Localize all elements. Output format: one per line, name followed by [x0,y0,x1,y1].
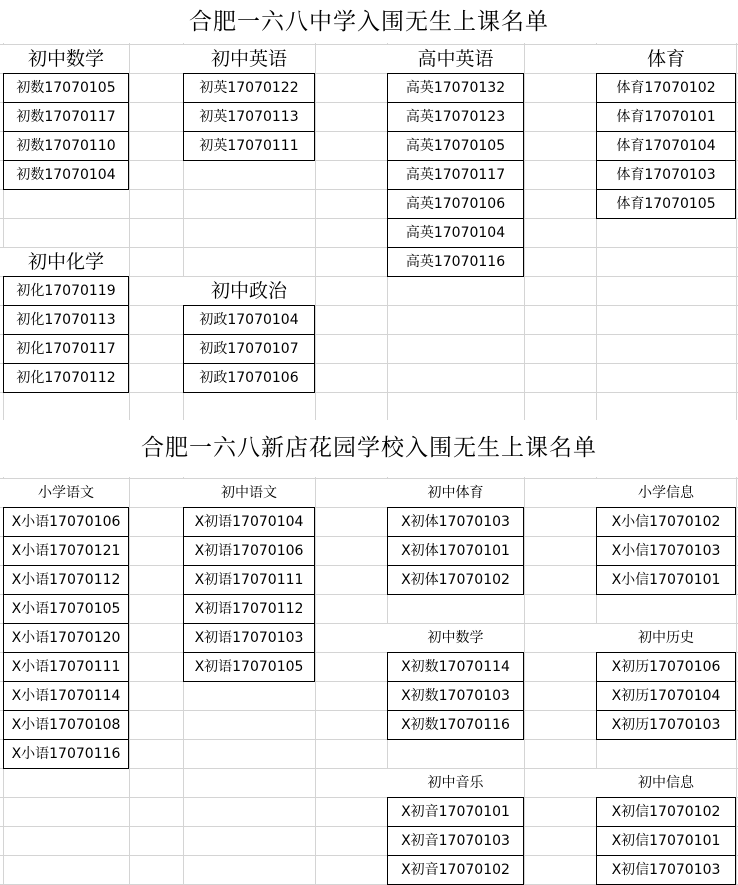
candidate-cell[interactable]: 体育17070105 [596,189,736,219]
candidate-cell[interactable]: X小语17070111 [3,652,129,682]
category-header: 高中英语 [387,45,524,74]
candidate-cell[interactable]: X初语17070105 [183,652,315,682]
category-header: 初中信息 [596,769,736,798]
candidate-cell[interactable]: X初数17070103 [387,681,524,711]
candidate-cell[interactable]: X小语17070108 [3,710,129,740]
candidate-cell[interactable]: X小信17070103 [596,536,736,566]
candidate-cell[interactable]: 体育17070102 [596,73,736,103]
candidate-cell[interactable]: X初语17070112 [183,594,315,624]
candidate-cell[interactable]: 高英17070116 [387,247,524,277]
candidate-cell[interactable]: 初数17070110 [3,131,129,161]
category-header: 小学语文 [3,479,129,508]
category-header: 初中英语 [183,45,315,74]
candidate-cell[interactable]: X初信17070101 [596,826,736,856]
candidate-cell[interactable]: X小语17070121 [3,536,129,566]
candidate-cell[interactable]: X小语17070112 [3,565,129,595]
candidate-cell[interactable]: 高英17070105 [387,131,524,161]
category-header: 初中数学 [387,624,524,653]
candidate-cell[interactable]: X初历17070106 [596,652,736,682]
candidate-cell[interactable]: X小语17070106 [3,507,129,537]
category-header: 初中数学 [3,45,129,74]
candidate-cell[interactable]: 高英17070123 [387,102,524,132]
candidate-cell[interactable]: 初政17070106 [183,363,315,393]
candidate-cell[interactable]: X小语17070105 [3,594,129,624]
section-title: 合肥一六八新店花园学校入围无生上课名单 [141,435,597,461]
candidate-cell[interactable]: 初化17070117 [3,334,129,364]
category-header: 小学信息 [596,479,736,508]
candidate-cell[interactable]: 体育17070101 [596,102,736,132]
candidate-cell[interactable]: 初政17070107 [183,334,315,364]
candidate-cell[interactable]: 初数17070105 [3,73,129,103]
candidate-cell[interactable]: X初体17070101 [387,536,524,566]
candidate-cell[interactable]: X初信17070103 [596,855,736,885]
candidate-cell[interactable]: X小语17070116 [3,739,129,769]
candidate-cell[interactable]: X小信17070101 [596,565,736,595]
candidate-cell[interactable]: X小信17070102 [596,507,736,537]
category-header: 初中体育 [387,479,524,508]
candidate-cell[interactable]: 初英17070111 [183,131,315,161]
candidate-cell[interactable]: X初语17070104 [183,507,315,537]
candidate-cell[interactable]: 初政17070104 [183,305,315,335]
candidate-cell[interactable]: X初信17070102 [596,797,736,827]
candidate-cell[interactable]: 初英17070113 [183,102,315,132]
candidate-cell[interactable]: 体育17070103 [596,160,736,190]
candidate-cell[interactable]: X初音17070102 [387,855,524,885]
candidate-cell[interactable]: 初化17070119 [3,276,129,306]
candidate-cell[interactable]: 初化17070112 [3,363,129,393]
section-title: 合肥一六八中学入围无生上课名单 [189,9,549,35]
candidate-cell[interactable]: 高英17070106 [387,189,524,219]
candidate-cell[interactable]: 初数17070104 [3,160,129,190]
category-header: 体育 [596,45,736,74]
candidate-cell[interactable]: X初历17070103 [596,710,736,740]
candidate-cell[interactable]: 高英17070117 [387,160,524,190]
category-header: 初中语文 [183,479,315,508]
candidate-cell[interactable]: X初音17070101 [387,797,524,827]
category-header: 初中历史 [596,624,736,653]
candidate-cell[interactable]: X初语17070103 [183,623,315,653]
candidate-cell[interactable]: X小语17070120 [3,623,129,653]
category-header: 初中化学 [3,248,129,277]
category-header: 初中政治 [183,277,315,306]
category-header: 初中音乐 [387,769,524,798]
candidate-cell[interactable]: X初体17070103 [387,507,524,537]
candidate-cell[interactable]: 初英17070122 [183,73,315,103]
candidate-cell[interactable]: X初数17070114 [387,652,524,682]
candidate-cell[interactable]: X初语17070106 [183,536,315,566]
candidate-cell[interactable]: 高英17070132 [387,73,524,103]
candidate-cell[interactable]: X初体17070102 [387,565,524,595]
candidate-cell[interactable]: X初音17070103 [387,826,524,856]
candidate-cell[interactable]: 高英17070104 [387,218,524,248]
candidate-cell[interactable]: 体育17070104 [596,131,736,161]
candidate-cell[interactable]: X初历17070104 [596,681,736,711]
candidate-cell[interactable]: X初数17070116 [387,710,524,740]
candidate-cell[interactable]: 初数17070117 [3,102,129,132]
candidate-cell[interactable]: X初语17070111 [183,565,315,595]
candidate-cell[interactable]: 初化17070113 [3,305,129,335]
candidate-cell[interactable]: X小语17070114 [3,681,129,711]
